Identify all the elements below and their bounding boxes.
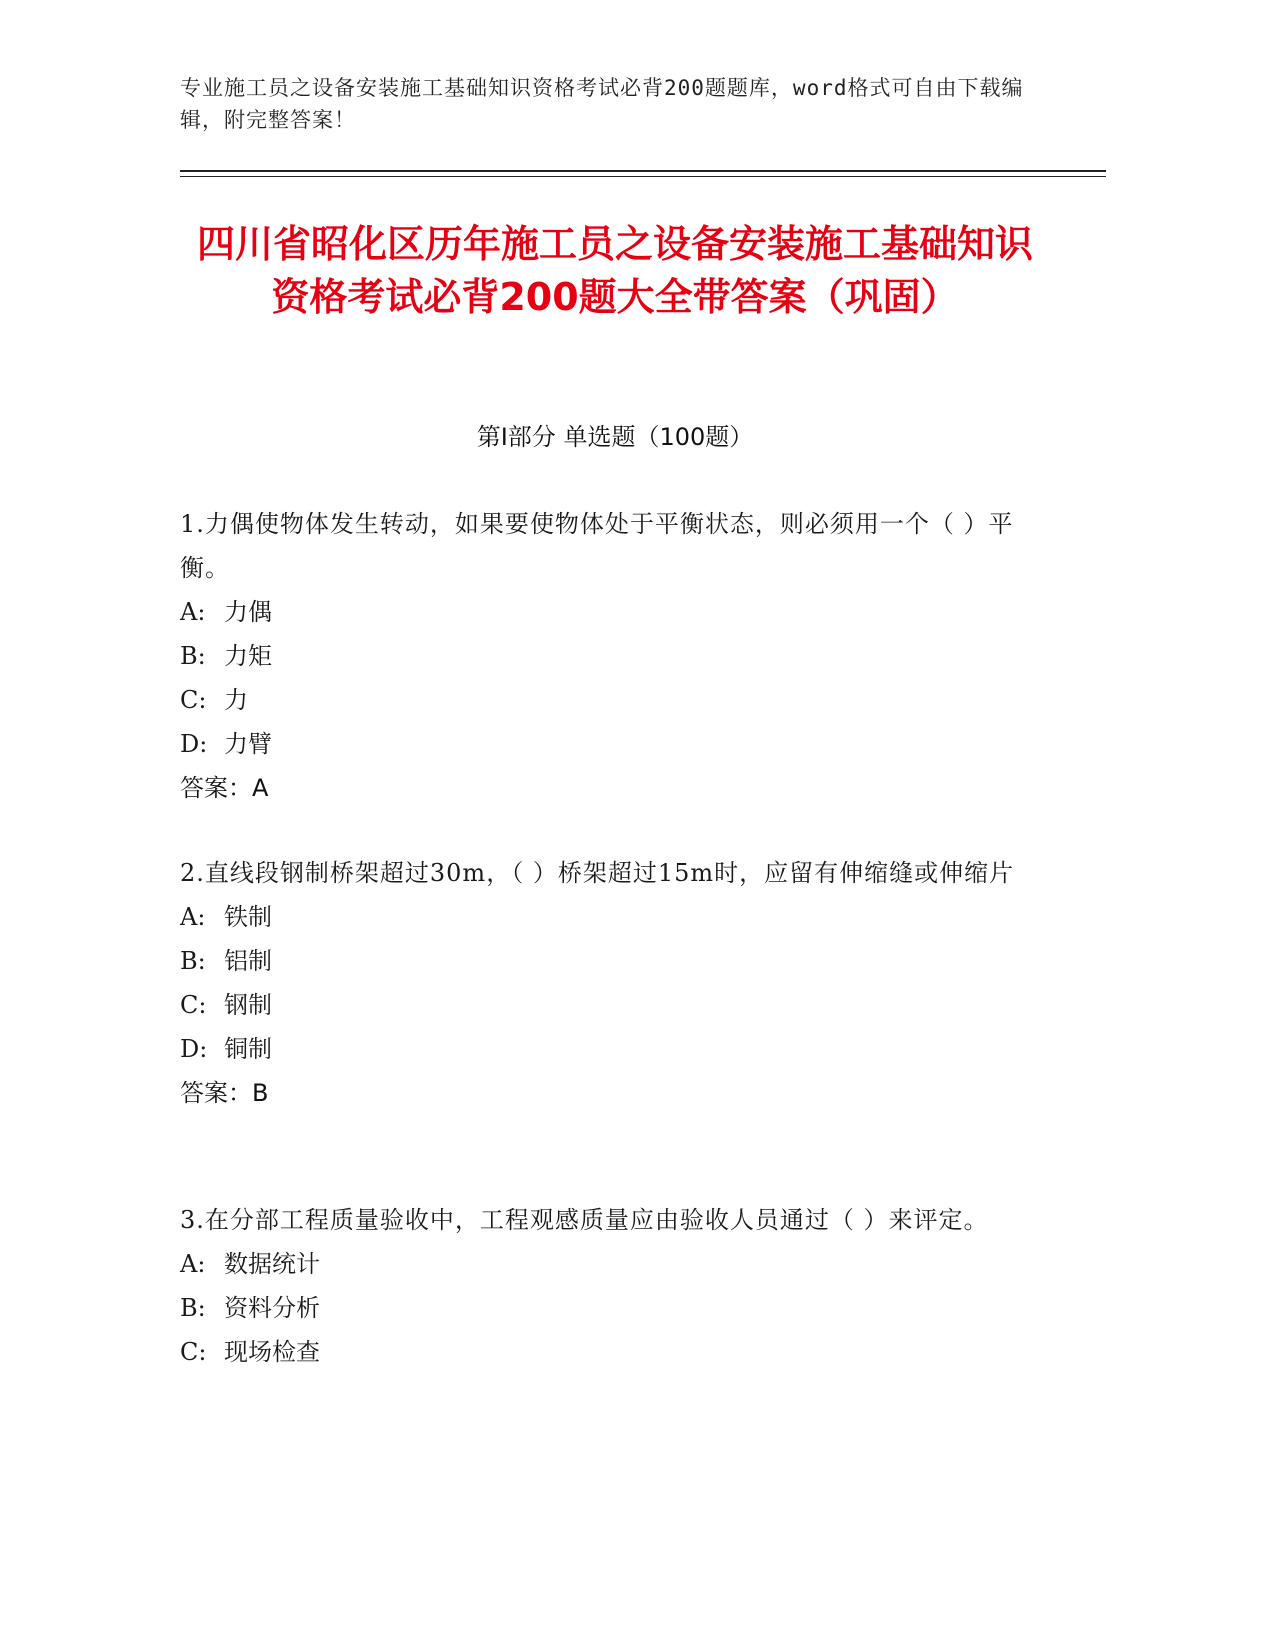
option-key: B: bbox=[180, 947, 206, 975]
question-option bbox=[180, 634, 1030, 678]
option-key: D: bbox=[180, 730, 208, 758]
question-option bbox=[180, 1286, 1030, 1330]
header-note: 专业施工员之设备安装施工基础知识资格考试必背200题题库，word格式可自由下载编辑，附完整答案！ bbox=[180, 76, 1024, 132]
section-heading: 第I部分 单选题（100题） bbox=[476, 423, 754, 451]
option-key: A: bbox=[180, 598, 206, 626]
option-text: 力偶 bbox=[224, 598, 272, 626]
question-stem: 3.在分部工程质量验收中，工程观感质量应由验收人员通过（ ）来评定。 bbox=[180, 1206, 989, 1234]
option-text: 力矩 bbox=[224, 642, 272, 670]
question-option bbox=[180, 678, 1030, 722]
option-text: 铜制 bbox=[224, 1035, 272, 1063]
question-stem: 1.力偶使物体发生转动，如果要使物体处于平衡状态，则必须用一个（ ）平衡。 bbox=[180, 510, 1014, 582]
option-text: 钢制 bbox=[224, 991, 272, 1019]
option-key: A: bbox=[180, 903, 206, 931]
option-key: D: bbox=[180, 1035, 208, 1063]
question-answer: 答案：A bbox=[180, 774, 269, 802]
option-key: C: bbox=[180, 1338, 207, 1366]
question-stem: 2.直线段钢制桥架超过30m，（ ）桥架超过15m时，应留有伸缩缝或伸缩片 bbox=[180, 859, 1015, 887]
question-item bbox=[180, 1198, 1030, 1374]
document-title: 四川省昭化区历年施工员之设备安装施工基础知识资格考试必背200题大全带答案（巩固） bbox=[196, 222, 1033, 319]
question-option bbox=[180, 939, 1030, 983]
option-key: C: bbox=[180, 991, 207, 1019]
option-key: A: bbox=[180, 1250, 206, 1278]
question-option bbox=[180, 895, 1030, 939]
option-text: 铁制 bbox=[224, 903, 272, 931]
question-option bbox=[180, 590, 1030, 634]
question-option bbox=[180, 1027, 1030, 1071]
option-text: 资料分析 bbox=[224, 1294, 320, 1322]
question-item bbox=[180, 851, 1030, 1115]
option-text: 现场检查 bbox=[224, 1338, 320, 1366]
question-option bbox=[180, 1330, 1030, 1374]
option-key: C: bbox=[180, 686, 207, 714]
header-divider-thin bbox=[180, 176, 1106, 177]
option-key: B: bbox=[180, 1294, 206, 1322]
option-text: 数据统计 bbox=[224, 1250, 320, 1278]
question-answer: 答案：B bbox=[180, 1079, 269, 1107]
question-option bbox=[180, 722, 1030, 766]
option-text: 力臂 bbox=[224, 730, 272, 758]
option-key: B: bbox=[180, 642, 206, 670]
header-divider-thick bbox=[180, 170, 1106, 172]
question-option bbox=[180, 983, 1030, 1027]
option-text: 力 bbox=[224, 686, 248, 714]
option-text: 铝制 bbox=[224, 947, 272, 975]
question-option bbox=[180, 1242, 1030, 1286]
question-item bbox=[180, 502, 1030, 810]
